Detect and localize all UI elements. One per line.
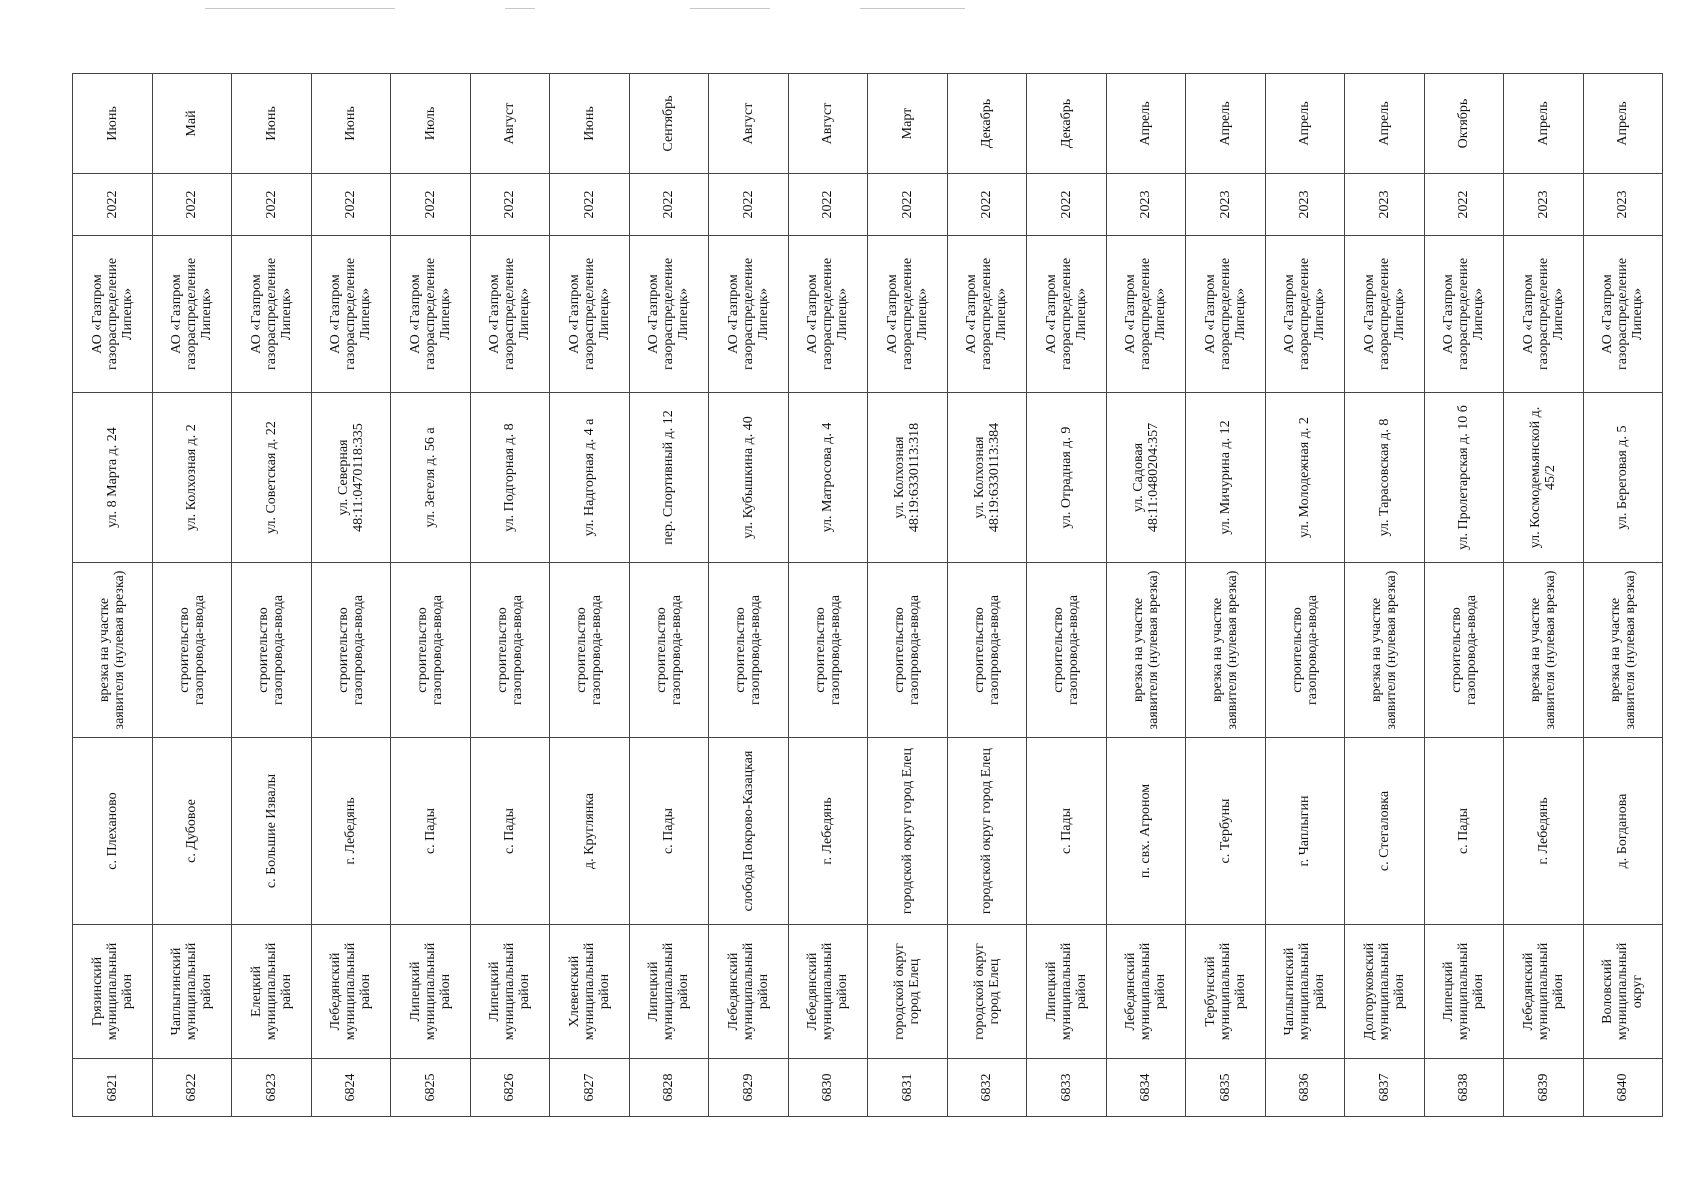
locality-cell: д. Богданова bbox=[1583, 738, 1663, 925]
rotated-table-container bbox=[72, 74, 1663, 1117]
district-cell: Лебедянский муниципальный район bbox=[1504, 925, 1584, 1059]
address-cell: ул. Колхозная д. 2 bbox=[152, 393, 232, 563]
month-cell: Декабрь bbox=[1027, 74, 1107, 174]
district-cell: Лебедянский муниципальный район bbox=[1106, 925, 1186, 1059]
table-row bbox=[1265, 74, 1345, 1117]
address-cell: ул. Кубышкина д. 40 bbox=[709, 393, 789, 563]
district-cell: Липецкий муниципальный район bbox=[470, 925, 550, 1059]
row-number-cell: 6825 bbox=[391, 1059, 471, 1117]
month-cell: Сентябрь bbox=[629, 74, 709, 174]
year-cell: 2023 bbox=[1186, 174, 1266, 236]
table-row bbox=[629, 74, 709, 1117]
table-row bbox=[1186, 74, 1266, 1117]
row-number-cell: 6829 bbox=[709, 1059, 789, 1117]
year-cell: 2022 bbox=[152, 174, 232, 236]
address-cell: ул. Надгорная д. 4 а bbox=[550, 393, 630, 563]
work-type-cell: строительство газопровода-ввода bbox=[550, 563, 630, 738]
district-cell: Чаплыгинский муниципальный район bbox=[1265, 925, 1345, 1059]
operator-cell: АО «Газпром газораспределение Липецк» bbox=[152, 236, 232, 393]
row-number-cell: 6832 bbox=[947, 1059, 1027, 1117]
operator-cell: АО «Газпром газораспределение Липецк» bbox=[311, 236, 391, 393]
row-number-cell: 6823 bbox=[232, 1059, 312, 1117]
row-number-cell: 6837 bbox=[1345, 1059, 1425, 1117]
locality-cell: г. Лебедянь bbox=[311, 738, 391, 925]
operator-cell: АО «Газпром газораспределение Липецк» bbox=[868, 236, 948, 393]
district-cell: Лебедянский муниципальный район bbox=[709, 925, 789, 1059]
address-cell: ул. Северная 48:11:0470118:335 bbox=[311, 393, 391, 563]
operator-cell: АО «Газпром газораспределение Липецк» bbox=[629, 236, 709, 393]
table-row bbox=[232, 74, 312, 1117]
year-cell: 2022 bbox=[550, 174, 630, 236]
operator-cell: АО «Газпром газораспределение Липецк» bbox=[1027, 236, 1107, 393]
work-type-cell: строительство газопровода-ввода bbox=[947, 563, 1027, 738]
table-row bbox=[550, 74, 630, 1117]
year-cell: 2023 bbox=[1265, 174, 1345, 236]
locality-cell: п. свх. Агроном bbox=[1106, 738, 1186, 925]
row-number-cell: 6834 bbox=[1106, 1059, 1186, 1117]
month-cell: Апрель bbox=[1583, 74, 1663, 174]
work-type-cell: строительство газопровода-ввода bbox=[1027, 563, 1107, 738]
locality-cell: с. Большие Извалы bbox=[232, 738, 312, 925]
operator-cell: АО «Газпром газораспределение Липецк» bbox=[947, 236, 1027, 393]
district-cell: Лебедянский муниципальный район bbox=[788, 925, 868, 1059]
work-type-cell: строительство газопровода-ввода bbox=[391, 563, 471, 738]
row-number-cell: 6824 bbox=[311, 1059, 391, 1117]
year-cell: 2022 bbox=[311, 174, 391, 236]
table-row bbox=[1583, 74, 1663, 1117]
operator-cell: АО «Газпром газораспределение Липецк» bbox=[1106, 236, 1186, 393]
year-cell: 2022 bbox=[470, 174, 550, 236]
row-number-cell: 6826 bbox=[470, 1059, 550, 1117]
address-cell: ул. Космодемьянской д. 45/2 bbox=[1504, 393, 1584, 563]
locality-cell: городской округ город Елец bbox=[868, 738, 948, 925]
district-cell: Елецкий муниципальный район bbox=[232, 925, 312, 1059]
month-cell: Июль bbox=[391, 74, 471, 174]
row-number-cell: 6831 bbox=[868, 1059, 948, 1117]
work-type-cell: строительство газопровода-ввода bbox=[470, 563, 550, 738]
district-cell: Липецкий муниципальный район bbox=[629, 925, 709, 1059]
row-number-cell: 6833 bbox=[1027, 1059, 1107, 1117]
row-number-cell: 6840 bbox=[1583, 1059, 1663, 1117]
locality-cell: с. Пады bbox=[629, 738, 709, 925]
district-cell: Грязинский муниципальный район bbox=[73, 925, 153, 1059]
row-number-cell: 6830 bbox=[788, 1059, 868, 1117]
locality-cell: г. Лебедянь bbox=[1504, 738, 1584, 925]
row-number-cell: 6828 bbox=[629, 1059, 709, 1117]
address-cell: ул. Подгорная д. 8 bbox=[470, 393, 550, 563]
work-type-cell: строительство газопровода-ввода bbox=[311, 563, 391, 738]
table-row bbox=[311, 74, 391, 1117]
operator-cell: АО «Газпром газораспределение Липецк» bbox=[1424, 236, 1504, 393]
address-cell: пер. Спортивный д. 12 bbox=[629, 393, 709, 563]
operator-cell: АО «Газпром газораспределение Липецк» bbox=[1345, 236, 1425, 393]
locality-cell: г. Чаплыгин bbox=[1265, 738, 1345, 925]
work-type-cell: врезка на участке заявителя (нулевая врезка) bbox=[73, 563, 153, 738]
year-cell: 2022 bbox=[868, 174, 948, 236]
month-cell: Август bbox=[788, 74, 868, 174]
work-type-cell: строительство газопровода-ввода bbox=[152, 563, 232, 738]
operator-cell: АО «Газпром газораспределение Липецк» bbox=[550, 236, 630, 393]
locality-cell: с. Пады bbox=[1027, 738, 1107, 925]
address-cell: ул. Колхозная 48:19:6330113:384 bbox=[947, 393, 1027, 563]
operator-cell: АО «Газпром газораспределение Липецк» bbox=[709, 236, 789, 393]
work-type-cell: строительство газопровода-ввода bbox=[629, 563, 709, 738]
month-cell: Май bbox=[152, 74, 232, 174]
locality-cell: слобода Покрово-Казацкая bbox=[709, 738, 789, 925]
year-cell: 2022 bbox=[788, 174, 868, 236]
table-row bbox=[73, 74, 153, 1117]
table-row bbox=[1345, 74, 1425, 1117]
month-cell: Октябрь bbox=[1424, 74, 1504, 174]
district-cell: Лебедянский муниципальный район bbox=[311, 925, 391, 1059]
scan-artifact-line bbox=[860, 8, 965, 9]
row-number-cell: 6827 bbox=[550, 1059, 630, 1117]
locality-cell: с. Дубовое bbox=[152, 738, 232, 925]
row-number-cell: 6838 bbox=[1424, 1059, 1504, 1117]
month-cell: Июнь bbox=[232, 74, 312, 174]
district-cell: Тербунский муниципальный район bbox=[1186, 925, 1266, 1059]
address-cell: ул. 8 Марта д. 24 bbox=[73, 393, 153, 563]
work-type-cell: строительство газопровода-ввода bbox=[868, 563, 948, 738]
table-row bbox=[868, 74, 948, 1117]
scan-artifact-line bbox=[205, 8, 395, 9]
work-type-cell: строительство газопровода-ввода bbox=[232, 563, 312, 738]
row-number-cell: 6839 bbox=[1504, 1059, 1584, 1117]
work-type-cell: врезка на участке заявителя (нулевая врезка) bbox=[1186, 563, 1266, 738]
address-cell: ул. Колхозная 48:19:6330113:318 bbox=[868, 393, 948, 563]
month-cell: Апрель bbox=[1186, 74, 1266, 174]
work-type-cell: врезка на участке заявителя (нулевая врезка) bbox=[1583, 563, 1663, 738]
address-cell: ул. Молодежная д. 2 bbox=[1265, 393, 1345, 563]
month-cell: Август bbox=[470, 74, 550, 174]
table-row bbox=[788, 74, 868, 1117]
gas-connection-register-table bbox=[72, 73, 1663, 1117]
year-cell: 2022 bbox=[709, 174, 789, 236]
work-type-cell: врезка на участке заявителя (нулевая врезка) bbox=[1345, 563, 1425, 738]
address-cell: ул. Зегеля д. 56 а bbox=[391, 393, 471, 563]
table-row bbox=[1027, 74, 1107, 1117]
district-cell: Чаплыгинский муниципальный район bbox=[152, 925, 232, 1059]
district-cell: городской округ город Елец bbox=[947, 925, 1027, 1059]
scan-artifact-line bbox=[690, 8, 770, 9]
operator-cell: АО «Газпром газораспределение Липецк» bbox=[470, 236, 550, 393]
district-cell: Липецкий муниципальный район bbox=[391, 925, 471, 1059]
table-row bbox=[1504, 74, 1584, 1117]
month-cell: Апрель bbox=[1504, 74, 1584, 174]
month-cell: Декабрь bbox=[947, 74, 1027, 174]
month-cell: Июнь bbox=[311, 74, 391, 174]
year-cell: 2022 bbox=[391, 174, 471, 236]
address-cell: ул. Пролетарская д. 10 б bbox=[1424, 393, 1504, 563]
locality-cell: д. Круглянка bbox=[550, 738, 630, 925]
month-cell: Июнь bbox=[550, 74, 630, 174]
row-number-cell: 6821 bbox=[73, 1059, 153, 1117]
month-cell: Апрель bbox=[1106, 74, 1186, 174]
locality-cell: с. Стегаловка bbox=[1345, 738, 1425, 925]
table-row bbox=[1106, 74, 1186, 1117]
operator-cell: АО «Газпром газораспределение Липецк» bbox=[788, 236, 868, 393]
year-cell: 2022 bbox=[73, 174, 153, 236]
table-row bbox=[947, 74, 1027, 1117]
table-row bbox=[709, 74, 789, 1117]
locality-cell: городской округ город Елец bbox=[947, 738, 1027, 925]
year-cell: 2022 bbox=[1424, 174, 1504, 236]
month-cell: Март bbox=[868, 74, 948, 174]
address-cell: ул. Мичурина д. 12 bbox=[1186, 393, 1266, 563]
year-cell: 2023 bbox=[1504, 174, 1584, 236]
locality-cell: г. Лебедянь bbox=[788, 738, 868, 925]
address-cell: ул. Советская д. 22 bbox=[232, 393, 312, 563]
month-cell: Апрель bbox=[1265, 74, 1345, 174]
district-cell: Хлевенский муниципальный район bbox=[550, 925, 630, 1059]
operator-cell: АО «Газпром газораспределение Липецк» bbox=[1265, 236, 1345, 393]
scan-artifact-line bbox=[505, 8, 535, 9]
row-number-cell: 6836 bbox=[1265, 1059, 1345, 1117]
locality-cell: с. Тербуны bbox=[1186, 738, 1266, 925]
row-number-cell: 6822 bbox=[152, 1059, 232, 1117]
table-row bbox=[470, 74, 550, 1117]
address-cell: ул. Матросова д. 4 bbox=[788, 393, 868, 563]
address-cell: ул. Отрадная д. 9 bbox=[1027, 393, 1107, 563]
locality-cell: с. Плеханово bbox=[73, 738, 153, 925]
operator-cell: АО «Газпром газораспределение Липецк» bbox=[1583, 236, 1663, 393]
address-cell: ул. Береговая д. 5 bbox=[1583, 393, 1663, 563]
month-cell: Июнь bbox=[73, 74, 153, 174]
operator-cell: АО «Газпром газораспределение Липецк» bbox=[1504, 236, 1584, 393]
work-type-cell: врезка на участке заявителя (нулевая врезка) bbox=[1504, 563, 1584, 738]
locality-cell: с. Пады bbox=[470, 738, 550, 925]
address-cell: ул. Тарасовская д. 8 bbox=[1345, 393, 1425, 563]
year-cell: 2023 bbox=[1106, 174, 1186, 236]
table-row bbox=[152, 74, 232, 1117]
locality-cell: с. Пады bbox=[391, 738, 471, 925]
district-cell: Липецкий муниципальный район bbox=[1424, 925, 1504, 1059]
operator-cell: АО «Газпром газораспределение Липецк» bbox=[391, 236, 471, 393]
district-cell: Долгоруковский муниципальный район bbox=[1345, 925, 1425, 1059]
work-type-cell: врезка на участке заявителя (нулевая врезка) bbox=[1106, 563, 1186, 738]
table-row bbox=[391, 74, 471, 1117]
operator-cell: АО «Газпром газораспределение Липецк» bbox=[1186, 236, 1266, 393]
locality-cell: с. Пады bbox=[1424, 738, 1504, 925]
month-cell: Апрель bbox=[1345, 74, 1425, 174]
table-body bbox=[73, 74, 1663, 1117]
address-cell: ул. Садовая 48:11:0480204:357 bbox=[1106, 393, 1186, 563]
year-cell: 2022 bbox=[232, 174, 312, 236]
operator-cell: АО «Газпром газораспределение Липецк» bbox=[232, 236, 312, 393]
year-cell: 2022 bbox=[1027, 174, 1107, 236]
work-type-cell: строительство газопровода-ввода bbox=[709, 563, 789, 738]
row-number-cell: 6835 bbox=[1186, 1059, 1266, 1117]
district-cell: Липецкий муниципальный район bbox=[1027, 925, 1107, 1059]
work-type-cell: строительство газопровода-ввода bbox=[788, 563, 868, 738]
year-cell: 2022 bbox=[947, 174, 1027, 236]
district-cell: Воловский муниципальный округ bbox=[1583, 925, 1663, 1059]
year-cell: 2023 bbox=[1583, 174, 1663, 236]
work-type-cell: строительство газопровода-ввода bbox=[1265, 563, 1345, 738]
year-cell: 2023 bbox=[1345, 174, 1425, 236]
operator-cell: АО «Газпром газораспределение Липецк» bbox=[73, 236, 153, 393]
year-cell: 2022 bbox=[629, 174, 709, 236]
month-cell: Август bbox=[709, 74, 789, 174]
table-row bbox=[1424, 74, 1504, 1117]
district-cell: городской округ город Елец bbox=[868, 925, 948, 1059]
work-type-cell: строительство газопровода-ввода bbox=[1424, 563, 1504, 738]
